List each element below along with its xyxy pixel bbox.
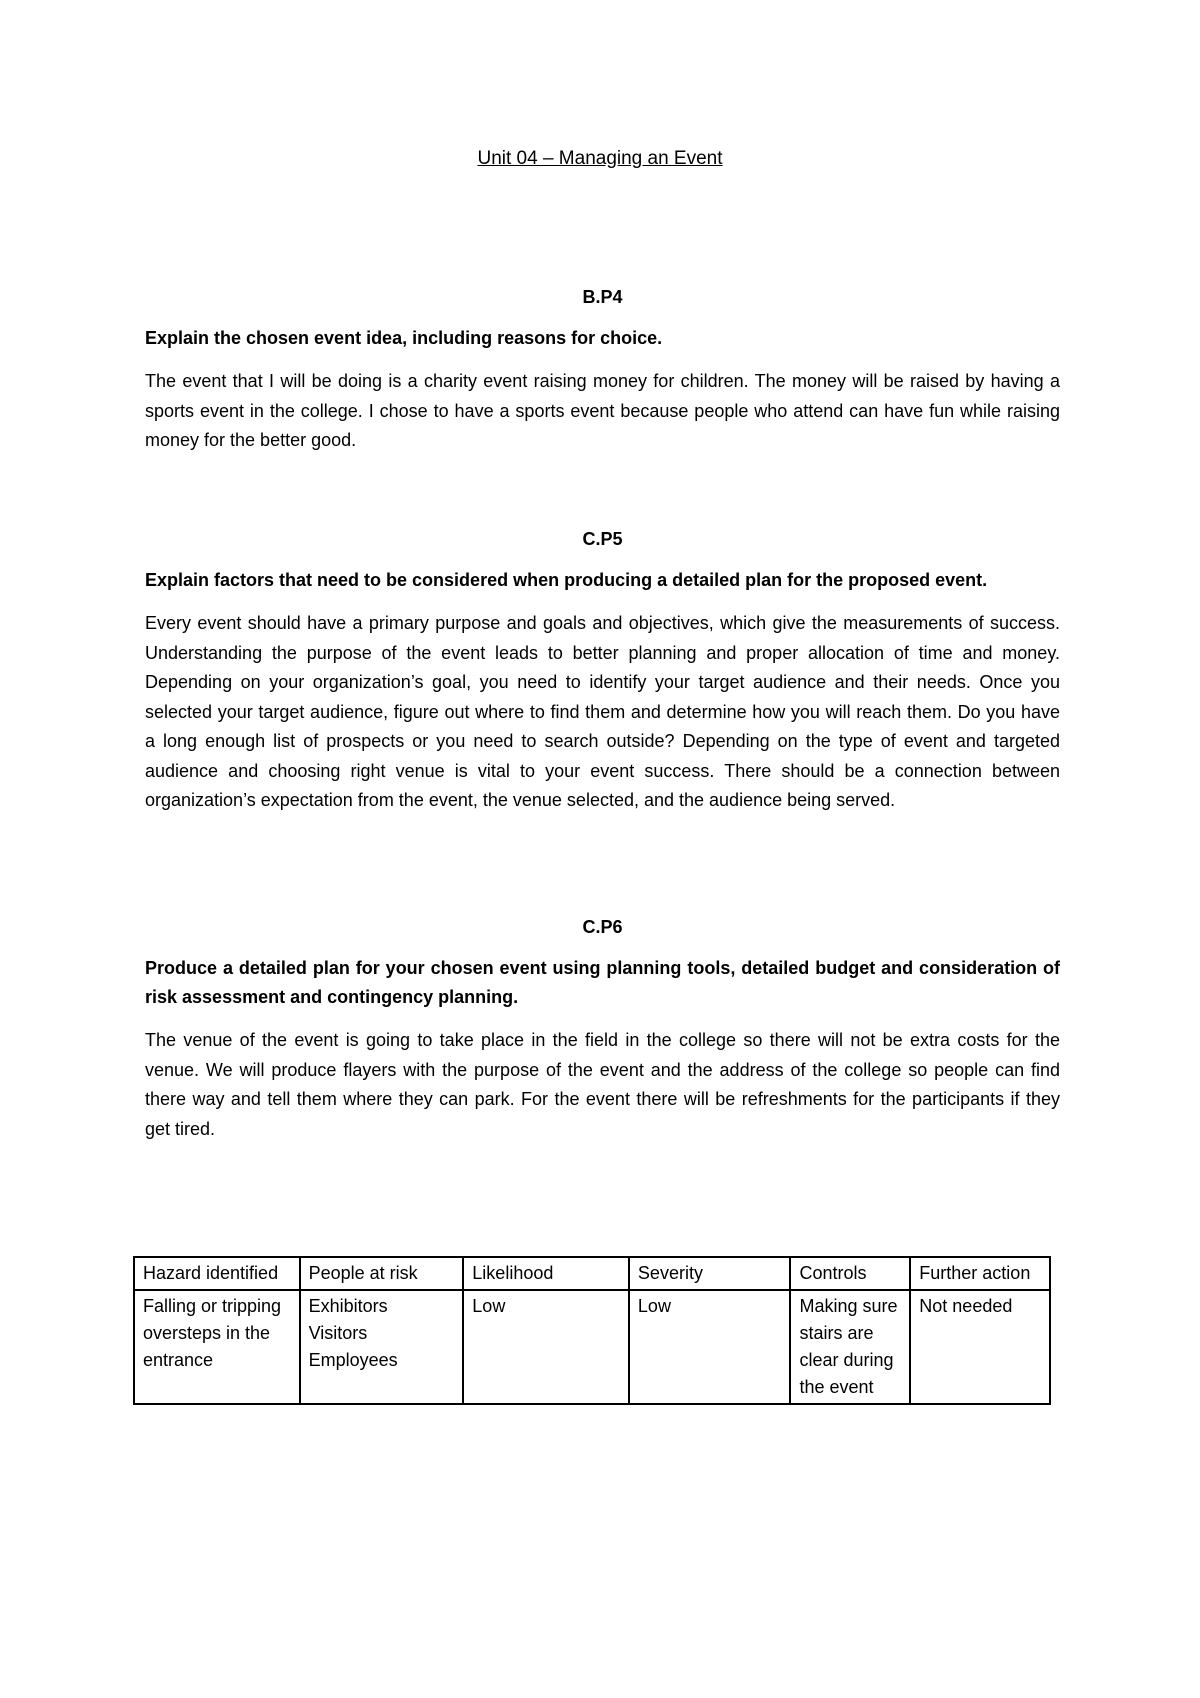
cell-controls: Making sure stairs are clear during the event (790, 1290, 910, 1404)
person-type: Employees (308, 1350, 398, 1370)
section-code: B.P4 (582, 287, 623, 307)
cell-hazard: Falling or tripping oversteps in the entrance (134, 1290, 300, 1404)
section-answer: The venue of the event is going to take place in the field in the college so there will not be extra costs for the venue. We will produce flayers with the purpose of the event and the address of the college so people can find there way and tell them where they can park. For the event there will be refreshments for the participants if they get tired. (145, 1030, 1060, 1139)
person-type: Exhibitors (308, 1296, 388, 1316)
table-header-row (134, 1257, 1050, 1290)
header-severity: Severity (629, 1257, 791, 1290)
section-code: C.P6 (582, 917, 623, 937)
section-question: Produce a detailed plan for your chosen event using planning tools, detailed budget and consideration of risk assessment and contingency planning. (145, 958, 1060, 1007)
header-further-action: Further action (910, 1257, 1050, 1290)
header-controls: Controls (790, 1257, 910, 1290)
person-type: Visitors (308, 1323, 368, 1343)
header-likelihood: Likelihood (463, 1257, 629, 1290)
section-code: C.P5 (582, 529, 623, 549)
section-bp4 (145, 284, 1060, 456)
header-people-at-risk: People at risk (300, 1257, 464, 1290)
header-hazard: Hazard identified (134, 1257, 300, 1290)
table-row (134, 1290, 1050, 1404)
page-title: Unit 04 – Managing an Event (477, 148, 723, 169)
section-cp5 (145, 526, 1060, 816)
cell-further-action: Not needed (910, 1290, 1050, 1404)
section-question: Explain factors that need to be considered when producing a detailed plan for the proposed event. (145, 570, 988, 590)
section-question: Explain the chosen event idea, including reasons for choice. (145, 328, 663, 348)
cell-likelihood: Low (463, 1290, 629, 1404)
cell-severity: Low (629, 1290, 791, 1404)
risk-assessment-table (133, 1256, 1051, 1405)
cell-people-at-risk (300, 1290, 464, 1404)
section-cp6 (145, 914, 1060, 1144)
section-answer: The event that I will be doing is a charity event raising money for children. The money will be raised by having a sports event in the college. I chose to have a sports event because people who attend can have fun while raising money for the better good. (145, 371, 1060, 450)
section-answer: Every event should have a primary purpose and goals and objectives, which give the measurements of success. Understanding the purpose of the event leads to better planning and proper allocation of time and money. Depending on your organization’s goal, you need to identify your target audience and their needs. Once you selected your target audience, figure out where to find them and determine how you will reach them. Do you have a long enough list of prospects or you need to search outside? Depending on the type of event and targeted audience and choosing right venue is vital to your event success. There should be a connection between organization’s expectation from the event, the venue selected, and the audience being served. (145, 613, 1060, 810)
